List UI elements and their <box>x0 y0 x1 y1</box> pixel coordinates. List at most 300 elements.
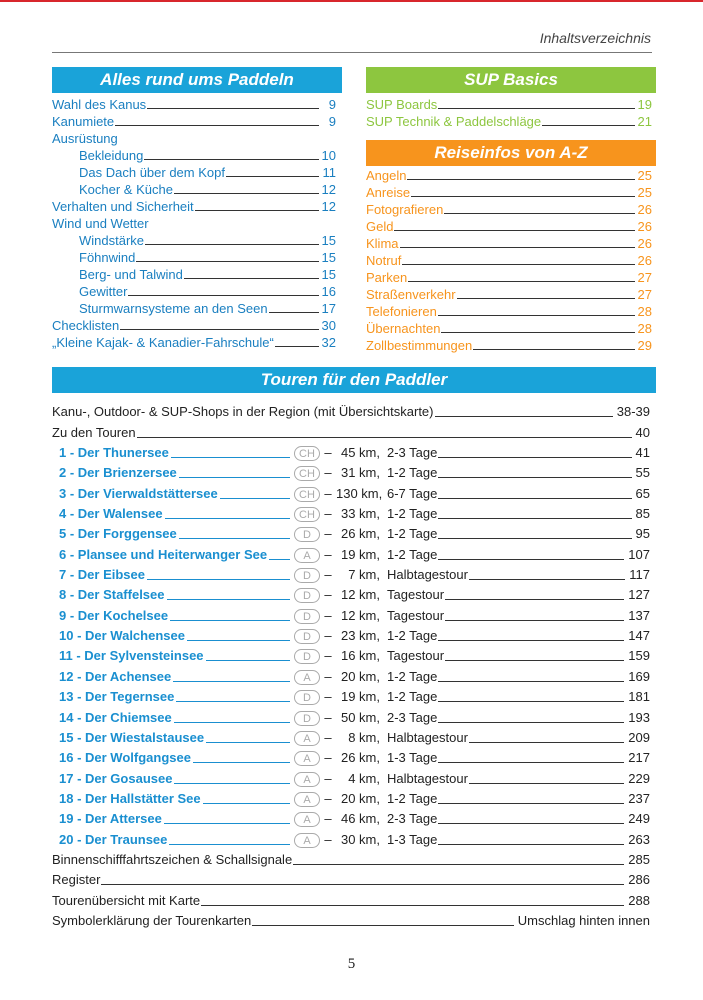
tour-duration: 2-3 Tage <box>387 709 438 725</box>
tour-name-underline <box>174 722 290 723</box>
tour-name-label: 10 - Der Walchensee <box>59 628 185 644</box>
dash-separator: – <box>324 811 332 827</box>
toc-entry-label: SUP Technik & Paddelschläge <box>366 114 542 129</box>
tour-name <box>52 830 294 850</box>
tour-name-underline <box>179 538 290 539</box>
country-badge-icon: D <box>294 609 320 624</box>
tour-name-underline <box>179 477 290 478</box>
toc-entry[interactable] <box>52 147 336 164</box>
toc-entry-label: Übernachten <box>366 321 441 336</box>
leader-line <box>445 660 624 661</box>
toc-entry[interactable] <box>52 890 650 910</box>
toc-entry-label: Checklisten <box>52 318 120 333</box>
tour-duration: 1-3 Tage <box>387 750 438 766</box>
leader-line <box>435 416 613 417</box>
leader-line <box>438 681 624 682</box>
tour-name <box>52 809 294 829</box>
toc-entry[interactable] <box>52 317 336 334</box>
tour-name <box>52 667 294 687</box>
tour-duration: 1-2 Tage <box>387 790 438 806</box>
tour-entry[interactable] <box>52 687 650 707</box>
toc-entry-page: 40 <box>635 424 650 440</box>
toc-entry-page: 55 <box>635 465 650 481</box>
leader-line <box>184 278 319 279</box>
toc-entry-page: 85 <box>635 506 650 522</box>
tour-name-label: 15 - Der Wiestalstausee <box>59 729 205 745</box>
toc-entry-page: 12 <box>321 182 336 197</box>
tour-name-underline <box>206 660 290 661</box>
toc-entry-page: 16 <box>321 284 336 299</box>
tour-name-label: 11 - Der Sylvensteinsee <box>59 648 204 664</box>
leader-line <box>101 884 624 885</box>
toc-entry-page: 181 <box>628 689 650 705</box>
dash-separator: – <box>324 770 332 786</box>
tour-entry[interactable] <box>52 646 650 666</box>
tour-name-underline <box>269 559 290 560</box>
tour-entry[interactable] <box>52 768 650 788</box>
tour-name-underline <box>165 518 290 519</box>
toc-entry[interactable] <box>366 184 652 201</box>
country-badge-icon: D <box>294 690 320 705</box>
toc-entry-page: 27 <box>637 270 652 285</box>
tour-duration: Halbtagestour <box>387 567 468 583</box>
toc-entry[interactable] <box>52 402 650 422</box>
tour-name <box>52 443 294 463</box>
leader-line <box>438 538 631 539</box>
leader-line <box>407 179 634 180</box>
toc-entry[interactable] <box>52 850 650 870</box>
toc-entry[interactable] <box>52 911 650 931</box>
tour-duration: Tagestour <box>387 648 445 664</box>
toc-entry[interactable] <box>366 337 652 354</box>
toc-entry-page: 9 <box>328 114 336 129</box>
toc-entry-label: Berg- und Talwind <box>79 267 183 282</box>
country-badge-icon: A <box>294 751 320 766</box>
tour-name-label: 7 - Der Eibsee <box>59 567 145 583</box>
leader-line <box>269 312 319 313</box>
dash-separator: – <box>324 729 332 745</box>
dash-separator: – <box>324 648 332 664</box>
toc-entry-page: 147 <box>628 628 650 644</box>
toc-entry[interactable] <box>366 286 652 303</box>
country-badge-icon: A <box>294 670 320 685</box>
toc-entry[interactable] <box>52 249 336 266</box>
toc-list-reise <box>366 167 652 354</box>
tour-name <box>52 565 294 585</box>
tour-duration: 1-2 Tage <box>387 506 438 522</box>
toc-entry-page: 193 <box>628 709 650 725</box>
toc-entry[interactable] <box>366 320 652 337</box>
tour-distance: 26 km, <box>340 526 380 542</box>
leader-line <box>469 579 625 580</box>
toc-entry-label: Geld <box>366 219 394 234</box>
tour-name-label: 2 - Der Brienzersee <box>59 465 177 481</box>
tour-name-label: 8 - Der Staffelsee <box>59 587 165 603</box>
tour-name <box>52 545 294 565</box>
toc-entry[interactable] <box>52 130 336 147</box>
dash-separator: – <box>324 689 332 705</box>
tour-name-label: 19 - Der Attersee <box>59 811 162 827</box>
leader-line <box>252 925 514 926</box>
toc-entry-page: 11 <box>322 165 336 180</box>
toc-entry[interactable] <box>366 167 652 184</box>
leader-line <box>438 457 631 458</box>
tour-name <box>52 646 294 666</box>
tour-duration: 1-2 Tage <box>387 465 438 481</box>
leader-line <box>408 281 634 282</box>
tour-entry[interactable] <box>52 463 650 483</box>
toc-entry-label: Anreise <box>366 185 411 200</box>
tour-name-underline <box>187 640 290 641</box>
toc-entry-page: 15 <box>321 267 336 282</box>
toc-entry-page: 32 <box>321 335 336 350</box>
leader-line <box>438 518 631 519</box>
toc-entry-page: 27 <box>637 287 652 302</box>
tour-name <box>52 687 294 707</box>
tour-distance: 33 km, <box>340 506 380 522</box>
tour-name-underline <box>147 579 290 580</box>
dash-separator: – <box>324 750 332 766</box>
dash-separator: – <box>324 628 332 644</box>
toc-entry[interactable] <box>366 269 652 286</box>
country-badge-icon: D <box>294 711 320 726</box>
tour-distance: 16 km, <box>340 648 380 664</box>
tour-distance: 31 km, <box>340 465 380 481</box>
leader-line <box>293 864 624 865</box>
toc-entry[interactable] <box>52 232 336 249</box>
toc-entry-label: Windstärke <box>79 233 145 248</box>
dash-separator: – <box>324 546 332 562</box>
toc-entry-page: 286 <box>628 872 650 888</box>
toc-entry-label: Kocher & Küche <box>79 182 173 197</box>
toc-entry-page: 65 <box>635 485 650 501</box>
toc-entry-page: 26 <box>637 202 652 217</box>
toc-entry-label: Klima <box>366 236 399 251</box>
leader-line <box>438 108 634 109</box>
leader-line <box>438 722 624 723</box>
toc-entry-label: Zu den Touren <box>52 424 136 440</box>
country-badge-icon: CH <box>294 466 320 481</box>
tour-entry[interactable] <box>52 809 650 829</box>
tour-name-label: 14 - Der Chiemsee <box>59 709 172 725</box>
tour-entry[interactable] <box>52 524 650 544</box>
toc-entry-page: 30 <box>321 318 336 333</box>
tour-duration: 1-2 Tage <box>387 526 438 542</box>
toc-entry[interactable] <box>52 215 336 232</box>
toc-entry-label: Fotografieren <box>366 202 444 217</box>
toc-entry-label: Straßenverkehr <box>366 287 456 302</box>
dash-separator: – <box>324 607 332 623</box>
toc-entry-label: Zollbestimmungen <box>366 338 473 353</box>
tour-distance: 46 km, <box>340 811 380 827</box>
toc-entry-label: Telefonieren <box>366 304 437 319</box>
dash-separator: – <box>324 567 332 583</box>
leader-line <box>444 213 634 214</box>
toc-list-sup <box>366 96 652 130</box>
tour-name-underline <box>173 681 290 682</box>
tour-name-label: 17 - Der Gosausee <box>59 770 173 786</box>
toc-entry-label: Gewitter <box>79 284 128 299</box>
toc-entry[interactable] <box>366 218 652 235</box>
tour-name <box>52 789 294 809</box>
toc-entry[interactable] <box>52 334 336 351</box>
leader-line <box>411 196 634 197</box>
tour-name <box>52 463 294 483</box>
tour-name <box>52 748 294 768</box>
toc-entry-page: 15 <box>321 233 336 248</box>
toc-entry[interactable] <box>52 181 336 198</box>
tour-name-underline <box>170 620 290 621</box>
tour-distance: 130 km, <box>336 485 383 501</box>
tour-name-label: 13 - Der Tegernsee <box>59 689 175 705</box>
toc-entry-page: 17 <box>321 301 336 316</box>
tour-duration: 6-7 Tage <box>387 485 438 501</box>
toc-entry-page: 28 <box>637 304 652 319</box>
leader-line <box>195 210 319 211</box>
tour-name <box>52 585 294 605</box>
leader-line <box>438 640 624 641</box>
tour-name-label: 3 - Der Vierwaldstättersee <box>59 485 218 501</box>
toc-entry-page: 25 <box>637 185 652 200</box>
tour-duration: Tagestour <box>387 607 445 623</box>
tour-distance: 30 km, <box>340 831 380 847</box>
page-number: 5 <box>347 956 356 972</box>
tour-name <box>52 728 294 748</box>
leader-line <box>445 599 624 600</box>
toc-entry-page: 9 <box>328 97 336 112</box>
toc-entry[interactable] <box>52 113 336 130</box>
tour-name-underline <box>203 803 290 804</box>
toc-entry-page: 107 <box>628 546 650 562</box>
leader-line <box>275 346 319 347</box>
tour-entry[interactable] <box>52 789 650 809</box>
leader-line <box>201 905 624 906</box>
toc-entry-page: 288 <box>628 892 650 908</box>
section-title-reise: Reiseinfos von A-Z <box>366 140 656 166</box>
toc-entry[interactable] <box>366 113 652 130</box>
toc-entry-label: Binnenschifffahrtszeichen & Schallsignale <box>52 851 293 867</box>
tour-duration: Tagestour <box>387 587 445 603</box>
leader-line <box>457 298 635 299</box>
tour-name-label: 1 - Der Thunersee <box>59 445 169 461</box>
dash-separator: – <box>324 526 332 542</box>
top-accent-line <box>0 0 703 2</box>
section-title-sup: SUP Basics <box>366 67 656 93</box>
toc-entry[interactable] <box>366 303 652 320</box>
dash-separator: – <box>324 668 332 684</box>
tour-distance: 7 km, <box>348 567 380 583</box>
leader-line <box>145 244 319 245</box>
tour-duration: 1-3 Tage <box>387 831 438 847</box>
tour-entry[interactable] <box>52 829 650 849</box>
toc-entry[interactable] <box>52 870 650 890</box>
leader-line <box>128 295 318 296</box>
toc-entry-page: 217 <box>628 750 650 766</box>
tour-distance: 4 km, <box>348 770 380 786</box>
toc-entry-label: Parken <box>366 270 408 285</box>
tour-distance: 19 km, <box>340 689 380 705</box>
toc-entry-page: 95 <box>635 526 650 542</box>
toc-entry[interactable] <box>52 266 336 283</box>
leader-line <box>441 332 634 333</box>
toc-entry-page: 12 <box>321 199 336 214</box>
country-badge-icon: A <box>294 792 320 807</box>
toc-entry-label: Wahl des Kanus <box>52 97 147 112</box>
tour-name <box>52 524 294 544</box>
toc-entry[interactable] <box>52 96 336 113</box>
country-badge-icon: A <box>294 548 320 563</box>
toc-entry-page: 19 <box>637 97 652 112</box>
toc-entry-page: 15 <box>321 250 336 265</box>
toc-entry-label: Wind und Wetter <box>52 216 149 231</box>
leader-line <box>137 437 632 438</box>
dash-separator: – <box>324 790 332 806</box>
toc-entry-page: 209 <box>628 729 650 745</box>
tour-entry[interactable] <box>52 748 650 768</box>
section-title-paddeln: Alles rund ums Paddeln <box>52 67 342 93</box>
tour-name <box>52 708 294 728</box>
leader-line <box>438 823 624 824</box>
leader-line <box>438 701 624 702</box>
country-badge-icon: CH <box>294 507 320 522</box>
country-badge-icon: D <box>294 649 320 664</box>
tour-name-underline <box>220 498 290 499</box>
tour-entry[interactable] <box>52 626 650 646</box>
toc-entry-page: 28 <box>637 321 652 336</box>
tour-name-label: 16 - Der Wolfgangsee <box>59 750 191 766</box>
tour-entry[interactable] <box>52 707 650 727</box>
leader-line <box>438 315 635 316</box>
tour-distance: 8 km, <box>348 729 380 745</box>
leader-line <box>120 329 318 330</box>
toc-list-paddeln <box>52 96 336 351</box>
toc-entry-page: 137 <box>628 607 650 623</box>
toc-entry-label: Ausrüstung <box>52 131 118 146</box>
tour-entry[interactable] <box>52 483 650 503</box>
tour-name <box>52 626 294 646</box>
tour-name-underline <box>164 823 290 824</box>
toc-entry-page: 38-39 <box>616 404 650 420</box>
tour-distance: 20 km, <box>340 790 380 806</box>
tour-duration: 2-3 Tage <box>387 811 438 827</box>
toc-entry-page: 127 <box>628 587 650 603</box>
tour-distance: 45 km, <box>340 445 380 461</box>
tour-name-label: 9 - Der Kochelsee <box>59 607 169 623</box>
toc-entry[interactable] <box>52 283 336 300</box>
toc-entry-page: 249 <box>628 811 650 827</box>
tour-name-label: 4 - Der Walensee <box>59 506 163 522</box>
tour-entry[interactable] <box>52 666 650 686</box>
toc-entry-page: 159 <box>628 648 650 664</box>
leader-line <box>174 193 319 194</box>
country-badge-icon: A <box>294 772 320 787</box>
dash-separator: – <box>324 485 332 501</box>
leader-line <box>115 125 319 126</box>
tour-entry[interactable] <box>52 565 650 585</box>
toc-entry[interactable] <box>52 164 336 181</box>
leader-line <box>438 498 631 499</box>
leader-line <box>400 247 635 248</box>
tour-distance: 19 km, <box>340 546 380 562</box>
tour-entry[interactable] <box>52 443 650 463</box>
toc-entry-label: Föhnwind <box>79 250 136 265</box>
toc-entry-page: 26 <box>637 219 652 234</box>
tour-name-underline <box>176 701 290 702</box>
toc-entry-page: 25 <box>637 168 652 183</box>
tour-duration: 1-2 Tage <box>387 668 438 684</box>
country-badge-icon: D <box>294 588 320 603</box>
leader-line <box>394 230 634 231</box>
leader-line <box>438 477 631 478</box>
tour-name-label: 5 - Der Forggensee <box>59 526 177 542</box>
tour-distance: 50 km, <box>340 709 380 725</box>
toc-entry-page: 26 <box>637 253 652 268</box>
tour-name <box>52 606 294 626</box>
leader-line <box>469 742 624 743</box>
tour-duration: 2-3 Tage <box>387 445 438 461</box>
toc-entry-label: Verhalten und Sicherheit <box>52 199 194 214</box>
toc-entry[interactable] <box>52 198 336 215</box>
tour-name-underline <box>167 599 291 600</box>
toc-entry-page: 26 <box>637 236 652 251</box>
tour-name <box>52 769 294 789</box>
toc-entry-page: 285 <box>628 851 650 867</box>
toc-entry[interactable] <box>366 201 652 218</box>
tour-distance: 12 km, <box>340 587 380 603</box>
toc-entry-label: Sturmwarnsysteme an den Seen <box>79 301 268 316</box>
tour-name-underline <box>171 457 290 458</box>
toc-entry[interactable] <box>366 252 652 269</box>
toc-entry[interactable] <box>52 422 650 442</box>
tour-name-underline <box>174 783 290 784</box>
tour-entry[interactable] <box>52 585 650 605</box>
tour-name-label: 20 - Der Traunsee <box>59 831 168 847</box>
tour-name-underline <box>193 762 290 763</box>
dash-separator: – <box>324 465 332 481</box>
leader-line <box>438 803 624 804</box>
toc-entry-page: 229 <box>628 770 650 786</box>
toc-entry-page: 117 <box>629 567 650 583</box>
tour-duration: 1-2 Tage <box>387 546 438 562</box>
tour-entry[interactable] <box>52 728 650 748</box>
leader-line <box>473 349 634 350</box>
tour-name-underline <box>169 844 290 845</box>
leader-line <box>445 620 624 621</box>
dash-separator: – <box>324 709 332 725</box>
toc-entry-label: Kanu-, Outdoor- & SUP-Shops in der Region (mit Übersichtskarte) <box>52 404 434 420</box>
tour-duration: 1-2 Tage <box>387 689 438 705</box>
toc-entry[interactable] <box>52 300 336 317</box>
tour-entry[interactable] <box>52 544 650 564</box>
header-rule <box>52 52 652 53</box>
toc-entry[interactable] <box>366 96 652 113</box>
leader-line <box>438 762 624 763</box>
tour-entry[interactable] <box>52 605 650 625</box>
leader-line <box>438 559 624 560</box>
toc-entry[interactable] <box>366 235 652 252</box>
country-badge-icon: D <box>294 629 320 644</box>
leader-line <box>438 844 624 845</box>
toc-entry-label: Angeln <box>366 168 407 183</box>
tour-entry[interactable] <box>52 504 650 524</box>
tour-name-underline <box>206 742 290 743</box>
leader-line <box>144 159 318 160</box>
country-badge-icon: A <box>294 833 320 848</box>
toc-entry-label: Kanumiete <box>52 114 115 129</box>
tour-distance: 23 km, <box>340 628 380 644</box>
toc-entry-page: 10 <box>321 148 336 163</box>
tour-distance: 26 km, <box>340 750 380 766</box>
